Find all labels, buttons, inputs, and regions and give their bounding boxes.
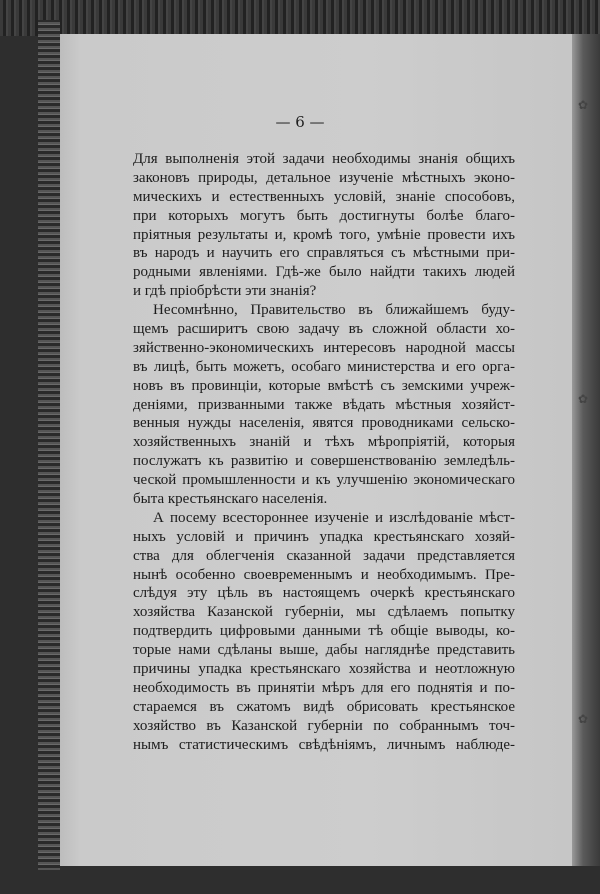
text-line: деніями, призванными также вѣдать мѣстныя хозяйст-: [133, 396, 515, 413]
text-line: законовъ природы, детальное изученіе мѣстныхъ эконо-: [133, 169, 515, 186]
text-line: Для выполненія этой задачи необходимы знанія общихъ: [133, 151, 515, 167]
ornament-icon: ✿: [578, 98, 589, 112]
paragraph: [133, 150, 515, 301]
text-line: ческой промышленности и къ улучшенію экономическаго: [133, 472, 515, 489]
paragraph: [133, 301, 515, 509]
text-line: и гдѣ пріобрѣсти эти знанія?: [133, 283, 317, 300]
ornament-icon: ✿: [578, 392, 589, 406]
paragraph: [133, 509, 515, 755]
scan-border-top: [0, 0, 600, 36]
text-line: необходимость въ принятіи мѣръ для его поднятія и по-: [133, 679, 515, 696]
ornament-icon: ✿: [578, 712, 589, 726]
text-line: хозяйство въ Казанской губерніи по собраннымъ точ-: [133, 717, 515, 734]
text-line: зяйственно-экономическихъ интересовъ народной массы: [133, 339, 515, 356]
text-line: причины упадка крестьянскаго хозяйства и неотложную: [133, 661, 515, 678]
text-line: быта крестьянскаго населенія.: [133, 491, 328, 508]
text-line: хозяйства Казанской губерніи, мы сдѣлаемъ попытку: [133, 604, 515, 621]
book-binding-edge: [38, 20, 60, 870]
text-line: торые нами сдѣланы выше, дабы нагляднѣе представить: [133, 642, 515, 659]
text-line: венныя нужды населенія, явятся проводниками сельско-: [133, 415, 515, 432]
text-line: ства для облегченія сказанной задачи представляется: [133, 547, 515, 564]
text-line: пріятныя результаты и, кромѣ того, умѣніе провести ихъ: [133, 226, 515, 243]
text-line: родными явленіями. Гдѣ-же было найдти такихъ людей: [133, 264, 515, 281]
body-text: [133, 150, 515, 755]
text-line: нынѣ особенно своевременнымъ и необходимымъ. Пре-: [133, 566, 515, 583]
text-line: въ лицѣ, быть можетъ, особаго министерства и его орга-: [133, 358, 515, 375]
text-line: новъ въ провинціи, которые вмѣстѣ съ земскими учреж-: [133, 377, 515, 394]
text-line: нымъ статистическимъ свѣдѣніямъ, личнымъ наблюде-: [133, 736, 515, 753]
text-line: щемъ расширитъ свою задачу въ сложной области хо-: [133, 321, 515, 338]
text-line: А посему всестороннее изученіе и изслѣдованіе мѣст-: [153, 509, 515, 526]
facing-page-edge: [572, 34, 600, 866]
text-line: слѣдуя эту цѣль въ настоящемъ очеркѣ крестьянскаго: [133, 585, 515, 602]
text-line: въ народъ и научить его справляться съ мѣстными при-: [133, 245, 515, 262]
text-line: подтвердить цифровыми данными тѣ общіе выводы, ко-: [133, 623, 515, 640]
text-line: Несомнѣнно, Правительство въ ближайшемъ буду-: [153, 302, 515, 319]
text-line: послужатъ къ развитію и совершенствованію земледѣль-: [133, 453, 515, 470]
page-number: — 6 —: [275, 113, 325, 131]
text-line: при которыхъ могутъ быть достигнуты болѣе благо-: [133, 207, 515, 224]
text-line: мическихъ и естественныхъ условій, знаніе способовъ,: [133, 188, 515, 205]
text-line: стараемся въ сжатомъ видѣ обрисовать крестьянское: [133, 698, 515, 715]
text-line: ныхъ условій и причинъ упадка крестьянскаго хозяй-: [133, 528, 515, 545]
text-line: хозяйственныхъ знаній и тѣхъ мѣропріятій, которыя: [133, 434, 515, 451]
